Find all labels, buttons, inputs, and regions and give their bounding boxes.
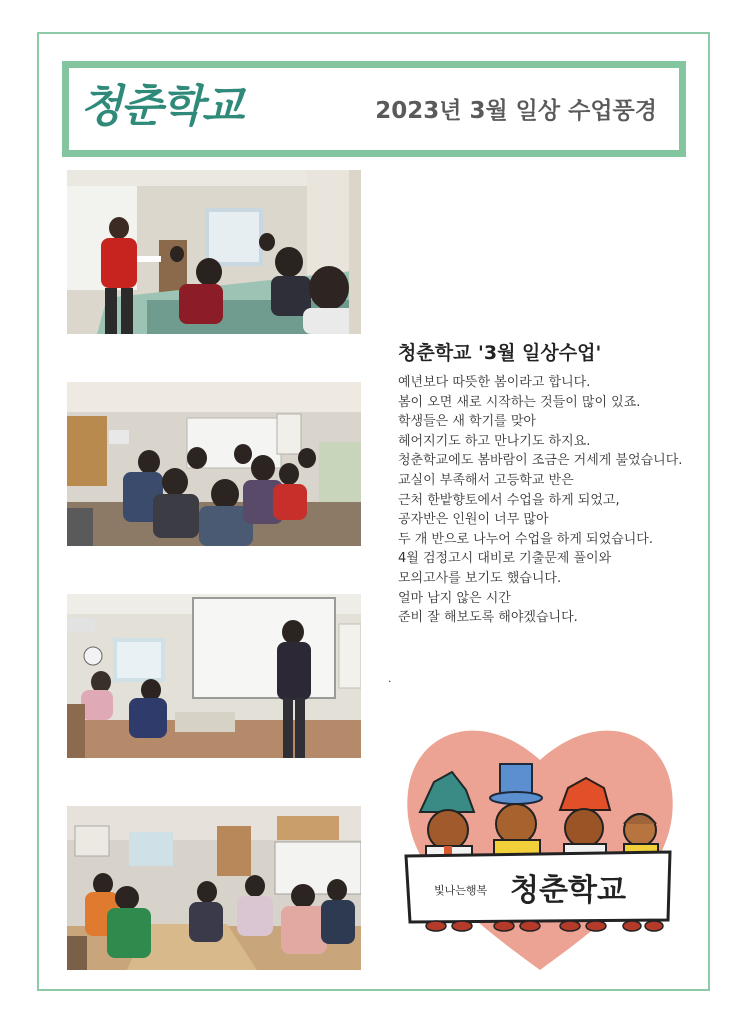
heart-mascot-illustration <box>400 712 680 974</box>
article-body <box>398 373 698 628</box>
article-line: 청춘학교에도 봄바람이 조금은 거세게 불었습니다. <box>398 453 683 469</box>
banner-small-text: 빛나는행복 <box>434 884 488 897</box>
class-photo-1 <box>67 170 361 334</box>
stray-mark: . <box>388 672 392 685</box>
article-line: 준비 잘 해보도록 해야겠습니다. <box>398 610 578 626</box>
article-line: 근처 한밭향토에서 수업을 하게 되었고, <box>398 492 620 508</box>
child-3 <box>560 778 610 864</box>
chungchun-school-logo <box>80 74 250 140</box>
article-line: 공자반은 인원이 너무 많아 <box>398 512 549 528</box>
class-photo-2 <box>67 382 361 546</box>
class-photo-3 <box>67 594 361 758</box>
article-line: 모의고사를 보기도 했습니다. <box>398 570 562 586</box>
logo-text: 청춘학교 <box>80 81 243 132</box>
article-line: 봄이 오면 새로 시작하는 것들이 많이 있죠. <box>398 394 641 410</box>
article-title: 청춘학교 '3월 일상수업' <box>398 342 602 364</box>
article-line: 두 개 반으로 나누어 수업을 하게 되었습니다. <box>398 531 653 547</box>
article-line: 교실이 부족해서 고등학교 반은 <box>398 472 574 488</box>
class-photo-4 <box>67 806 361 970</box>
page-title: 2023년 3월 일상 수업풍경 <box>375 98 657 124</box>
article-line: 4월 검정고시 대비로 기출문제 풀이와 <box>398 551 612 567</box>
banner-large-text: 청춘학교 <box>510 873 626 908</box>
article-line: 예년보다 따뜻한 봄이라고 합니다. <box>398 375 591 390</box>
article-line: 학생들은 새 학기를 맞아 <box>398 414 536 430</box>
article-line: 헤어지기도 하고 만나기도 하지요. <box>398 433 591 449</box>
article-line: 얼마 남지 않은 시간 <box>398 590 511 606</box>
